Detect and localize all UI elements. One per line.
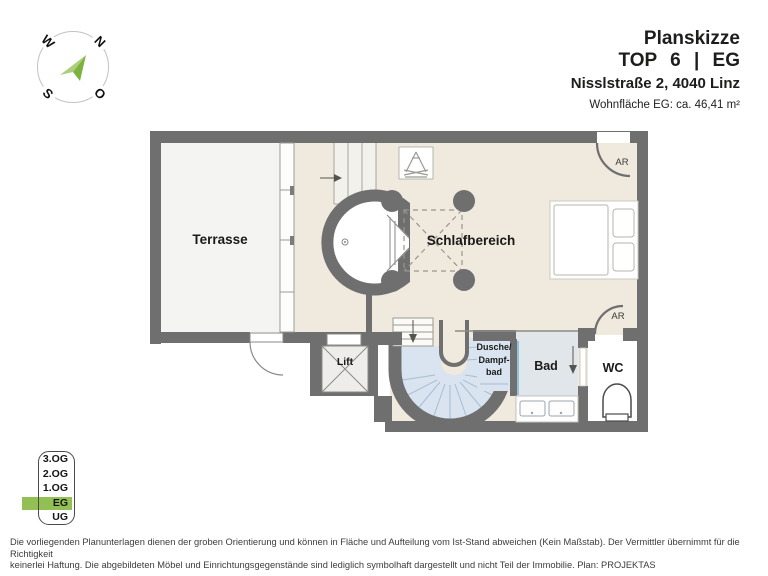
floor-item-2og[interactable]: 2.OG [42,467,68,480]
page-title: Planskizze [643,28,740,49]
floor-item-1og[interactable]: 1.OG [42,482,68,495]
room-label-dusche-dampfbad: Dusche/ Dampf- bad [476,342,512,377]
compass-east-label: O [89,83,111,105]
bed [550,201,638,279]
window-facade [280,143,294,332]
room-label-schlafbereich: Schlafbereich [426,233,516,248]
compass-south-label: S [37,83,59,105]
floor-item-eg[interactable]: EG [52,496,68,509]
compass-west-label: W [38,31,58,52]
floor-item-3og[interactable]: 3.OG [42,453,68,465]
address-label: Nisslstraße 2, 4040 Linz [570,75,740,92]
compass-north-label: N [89,31,111,53]
living-area-label: Wohnfläche EG: ca. 46,41 m² [589,99,740,111]
toilet [603,384,631,421]
room-label-lift: Lift [336,356,354,368]
room-label-terrasse: Terrasse [192,232,248,247]
unit-floor-label: TOP 6 | EG [618,50,740,71]
room-label-ar-top: AR [615,157,629,168]
room-label-ar-mid: AR [611,311,625,322]
floor-item-ug[interactable]: UG [52,511,68,524]
disclaimer-line-1: Die vorliegenden Planunterlagen dienen der groben Orientierung und können in Fläche und Aufteilung vom Ist-Stand abweichen (Kein Maßstab). Der Vermittler übernimmt für die Richtigkeit [10,537,740,559]
entry-door [250,333,283,375]
disclaimer-line-2: keinerlei Haftung. Die abgebildeten Möbel und Einrichtungsgegenstände sind lediglich symbolhaft dargestellt und nicht Teil der Immobilie. Plan: PROJEKTAS [10,560,656,570]
room-label-wc: WC [602,361,624,375]
floor-selector [20,448,90,533]
fireplace-icon [399,147,433,179]
double-sink-vanity [516,396,578,422]
disclaimer-text [10,537,762,572]
floor-selector-pill [38,451,75,525]
room-label-bad: Bad [534,359,558,373]
